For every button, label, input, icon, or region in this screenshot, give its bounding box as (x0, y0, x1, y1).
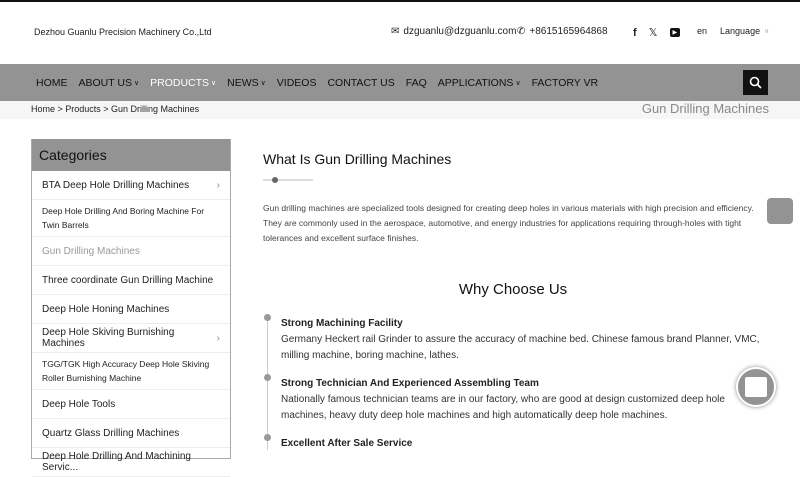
nav-item-contact-us[interactable]: CONTACT US (327, 76, 395, 89)
top-border (0, 0, 800, 2)
nav-item-applications[interactable]: APPLICATIONS ∨ (437, 76, 521, 89)
breadcrumb[interactable]: Home > Products > Gun Drilling Machines (31, 104, 200, 114)
feature-text: Nationally famous technician teams are in our factory, who are good at design customized deep hole machines, heavy duty deep hole machines and high automatically deep hole machines. (281, 394, 725, 421)
main-nav (0, 64, 800, 101)
mail-icon: ✉ (391, 26, 400, 37)
nav-item-about-us[interactable]: ABOUT US ∨ (78, 76, 140, 89)
category-item[interactable]: Deep Hole Skiving Burnishing Machines › (32, 324, 230, 353)
chevron-down-icon: ∨ (133, 79, 140, 87)
category-item[interactable]: Gun Drilling Machines (32, 237, 230, 266)
nav-item-news[interactable]: NEWS ∨ (227, 76, 266, 89)
category-item[interactable]: Quartz Glass Drilling Machines (32, 419, 230, 448)
chevron-down-icon: ∨ (260, 79, 266, 87)
nav-item-videos[interactable]: VIDEOS (276, 76, 317, 89)
category-item[interactable]: Deep Hole Tools (32, 390, 230, 419)
social-links (633, 26, 680, 39)
search-icon (749, 76, 762, 89)
category-item[interactable]: TGG/TGK High Accuracy Deep Hole Skiving Roller Burnishing Machine (32, 353, 230, 390)
chevron-down-icon: ∨ (211, 79, 217, 87)
section-heading: What Is Gun Drilling Machines (263, 151, 452, 167)
nav-item-factory-vr[interactable]: FACTORY VR (531, 76, 599, 89)
heading-divider (263, 179, 313, 181)
category-item[interactable]: Deep Hole Drilling And Machining Servic... (32, 448, 230, 477)
category-item[interactable]: Deep Hole Drilling And Boring Machine For Twin Barrels (32, 200, 230, 237)
feature-item (281, 376, 771, 424)
category-item[interactable]: BTA Deep Hole Drilling Machines › (32, 171, 230, 200)
feature-title: Strong Technician And Experienced Assembling Team (281, 378, 539, 389)
nav-item-home[interactable]: HOME (36, 76, 68, 89)
category-item[interactable]: Three coordinate Gun Drilling Machine (32, 266, 230, 295)
categories-title: Categories (32, 139, 230, 171)
youtube-icon[interactable]: ▶ (670, 28, 681, 37)
category-item[interactable]: Deep Hole Honing Machines (32, 295, 230, 324)
feature-title: Excellent After Sale Service (281, 438, 413, 449)
feature-item (281, 316, 771, 364)
facebook-icon[interactable]: f (633, 26, 637, 39)
intro-text: Gun drilling machines are specialized tools designed for creating deep holes in various materials with high precision and efficiency. They are commonly used in the aerospace, automotive, and energy industries for applications requiring through-holes with tight tolerances and excellent surface finishes. (263, 203, 754, 243)
timeline-dot (264, 374, 271, 381)
categories-panel (31, 139, 231, 473)
timeline-dot (264, 314, 271, 321)
chevron-down-icon: ∨ (515, 79, 521, 87)
x-icon[interactable]: 𝕏 (648, 27, 658, 39)
nav-item-faq[interactable]: FAQ (405, 76, 427, 89)
timeline-dot (264, 434, 271, 441)
chevron-right-icon: › (216, 332, 220, 344)
page-title: Gun Drilling Machines (641, 101, 769, 116)
company-name: Dezhou Guanlu Precision Machinery Co.,Ltd (34, 27, 212, 37)
email-link[interactable]: ✉ dzguanlu@dzguanlu.com (391, 26, 517, 37)
search-button[interactable] (743, 70, 768, 95)
phone-icon: ✆ (517, 26, 526, 37)
feature-text: Germany Heckert rail Grinder to assure the accuracy of machine bed. Chinese famous brand Planner, VMC, milling machine, boring machine, lathes. (281, 334, 760, 361)
chevron-right-icon: › (216, 179, 220, 191)
chat-icon (745, 377, 767, 397)
feature-title: Strong Machining Facility (281, 318, 403, 329)
why-choose-heading: Why Choose Us (458, 281, 568, 298)
chevron-down-icon: ∨ (764, 28, 770, 35)
side-float-button[interactable] (767, 198, 793, 224)
nav-item-products[interactable]: PRODUCTS ∨ (150, 76, 217, 89)
timeline-line (267, 320, 268, 450)
chat-button[interactable] (736, 367, 776, 407)
phone-link[interactable]: ✆ +8615165964868 (517, 26, 608, 37)
language-selector[interactable]: en Language ∨ (697, 26, 770, 36)
